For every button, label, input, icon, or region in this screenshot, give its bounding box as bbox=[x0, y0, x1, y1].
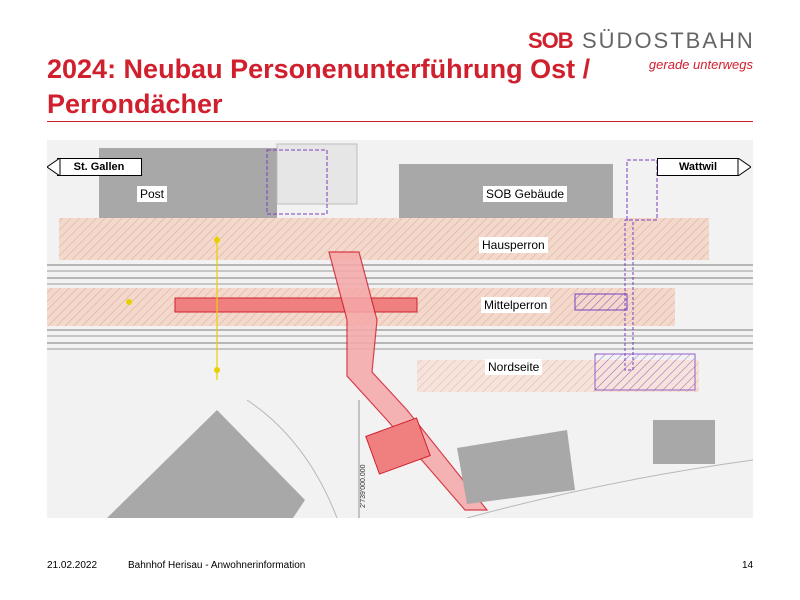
slide-title-line-2: Perrondächer bbox=[47, 89, 223, 119]
direction-st-gallen-label: St. Gallen bbox=[73, 161, 125, 173]
label-mittelperron: Mittelperron bbox=[481, 297, 550, 313]
label-post: Post bbox=[137, 186, 167, 202]
footer-subject: Bahnhof Herisau - Anwohnerinformation bbox=[128, 560, 306, 571]
title-divider bbox=[47, 121, 753, 122]
label-hausperron: Hausperron bbox=[479, 237, 548, 253]
logo-slogan: gerade unterwegs bbox=[648, 57, 753, 72]
slide-title bbox=[47, 52, 607, 122]
logo-name: SÜDOSTBAHN bbox=[582, 28, 755, 53]
sob-logo bbox=[528, 28, 753, 78]
direction-st-gallen bbox=[57, 158, 142, 176]
direction-wattwil-label: Wattwil bbox=[678, 161, 718, 173]
site-plan bbox=[47, 140, 753, 518]
footer-date: 21.02.2022 bbox=[47, 560, 98, 571]
arrow-right-icon bbox=[737, 158, 751, 176]
label-sob-building: SOB Gebäude bbox=[483, 186, 567, 202]
slide-title-line-1: 2024: Neubau Personenunterführung Ost / bbox=[47, 54, 591, 84]
page-number: 14 bbox=[742, 560, 754, 571]
label-nordseite: Nordseite bbox=[485, 359, 542, 375]
coordinate-text: 2'739'000.000 bbox=[360, 464, 367, 508]
direction-wattwil bbox=[657, 158, 738, 176]
logo-mark: SOB bbox=[528, 28, 573, 53]
arrow-left-icon bbox=[47, 158, 61, 176]
